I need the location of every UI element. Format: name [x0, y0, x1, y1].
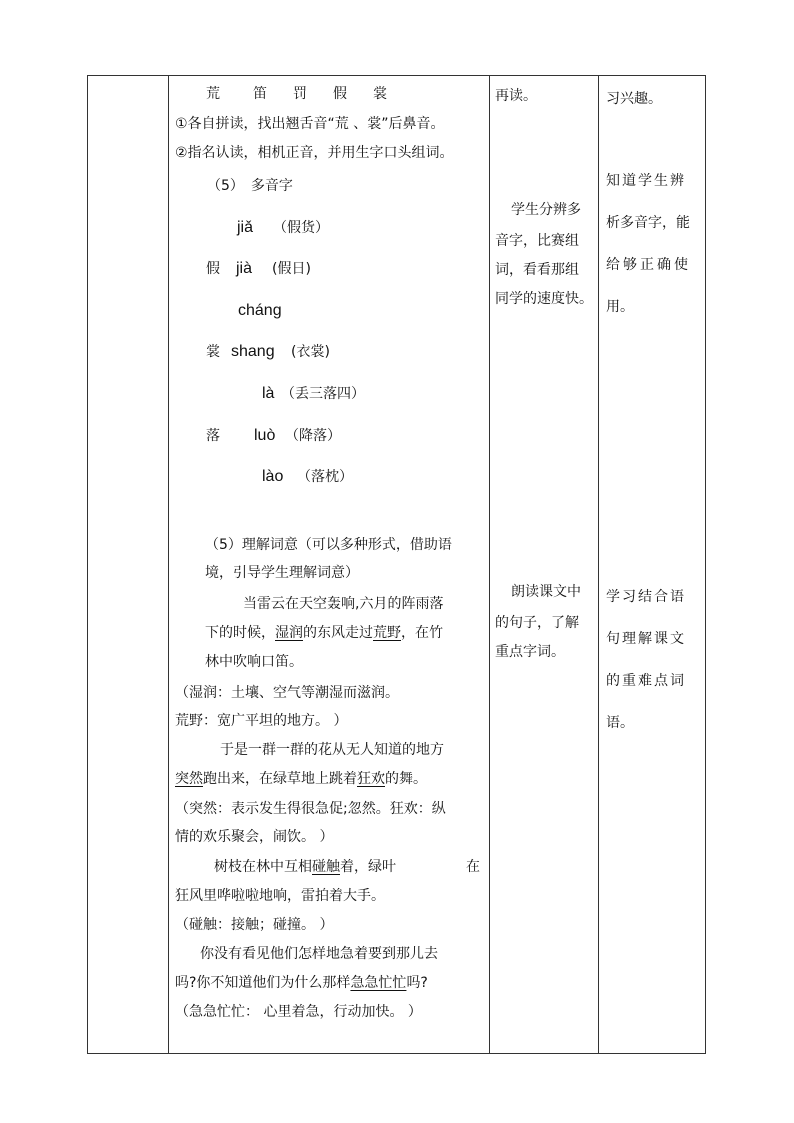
- word-note: （湿润：土壤、空气等潮湿而滋润。: [175, 685, 399, 701]
- text-line: 于是一群一群的花从无人知道的地方: [220, 742, 444, 758]
- text-line: 下的时候，湿润的东风走过荒野，在竹: [205, 625, 443, 641]
- text-line: 树枝在林中互相碰触着，绿叶: [214, 859, 396, 875]
- pinyin: jià: [236, 260, 253, 277]
- text-line: 狂风里哗啦啦地响，雷拍着大手。: [175, 888, 385, 904]
- purpose-text: 析多音字，能: [606, 215, 690, 231]
- activity-text: 再读。: [495, 88, 537, 104]
- example-word: (衣裳): [291, 344, 330, 360]
- new-char: 笛: [253, 86, 267, 102]
- word-note: （突然：表示发生得很急促;忽然。狂欢：纵: [175, 801, 446, 817]
- column-divider: [598, 76, 599, 1053]
- example-word: （落枕）: [297, 469, 353, 485]
- key-word: 碰触: [312, 859, 340, 875]
- key-word: 狂欢: [357, 771, 385, 787]
- purpose-text: 知道学生辨: [606, 173, 686, 189]
- example-word: （假货）: [273, 220, 329, 236]
- purpose-text: 的重难点词: [606, 673, 686, 689]
- example-word: （降落）: [285, 428, 341, 444]
- key-word: 急急忙忙: [350, 975, 407, 991]
- new-char: 罚: [293, 86, 307, 102]
- activity-text: 的句子，了解: [495, 615, 579, 631]
- text-line: 当雷云在天空轰响,六月的阵雨落: [243, 596, 444, 612]
- text-line: 在: [466, 859, 480, 875]
- purpose-text: 给够正确使: [606, 257, 691, 273]
- purpose-text: 学习结合语: [606, 589, 686, 605]
- text-line: 吗?你不知道他们为什么那样急急忙忙吗?: [175, 975, 428, 991]
- column-divider: [489, 76, 490, 1053]
- text-line: 突然跑出来，在绿草地上跳着狂欢的舞。: [175, 771, 427, 787]
- pinyin: cháng: [238, 302, 282, 319]
- key-word: 荒野: [373, 625, 401, 641]
- activity-text: 同学的速度快。: [495, 291, 593, 307]
- step-text: ②指名认读，相机正音，并用生字口头组词。: [175, 145, 454, 161]
- polyphone-char: 裳: [206, 344, 220, 360]
- pinyin: luò: [254, 427, 276, 444]
- section-title: （5）理解词意（可以多种形式，借助语: [205, 537, 452, 553]
- example-word: （丢三落四）: [281, 386, 365, 402]
- activity-text: 音字，比赛组: [495, 233, 579, 249]
- pinyin: là: [262, 385, 275, 402]
- pinyin: lào: [262, 468, 284, 485]
- new-char: 假: [333, 86, 347, 102]
- word-note: （碰触：接触；碰撞。 ）: [175, 917, 334, 933]
- step-text: ①各自拼读，找出翘舌音“荒 、裳”后鼻音。: [175, 116, 445, 132]
- activity-text: 朗读课文中: [511, 584, 581, 600]
- text-line: 林中吹响口笛。: [205, 654, 303, 670]
- word-note: 情的欢乐聚会，闹饮。 ）: [175, 829, 334, 845]
- key-word: 突然: [175, 771, 203, 787]
- purpose-text: 句理解课文: [606, 631, 686, 647]
- section-title: 境，引导学生理解词意）: [205, 565, 359, 581]
- purpose-text: 语。: [606, 715, 634, 731]
- purpose-text: 习兴趣。: [606, 91, 662, 107]
- text-line: 你没有看见他们怎样地急着要到那儿去: [200, 946, 438, 962]
- new-char: 裳: [373, 86, 387, 102]
- word-note: （急急忙忙： 心里着急，行动加快。 ）: [175, 1004, 422, 1020]
- pinyin: shang: [231, 343, 275, 360]
- activity-text: 词，看看那组: [495, 262, 579, 278]
- purpose-text: 用。: [606, 299, 634, 315]
- activity-text: 重点字词。: [495, 644, 565, 660]
- example-word: (假日): [272, 261, 311, 277]
- key-word: 湿润: [275, 625, 303, 641]
- word-note: 荒野：宽广平坦的地方。 ）: [175, 713, 348, 729]
- new-char: 荒: [206, 86, 220, 102]
- polyphone-char: 假: [206, 261, 220, 277]
- activity-text: 学生分辨多: [511, 202, 581, 218]
- pinyin: jiǎ: [237, 219, 254, 236]
- column-divider: [168, 76, 169, 1053]
- polyphone-char: 落: [206, 428, 220, 444]
- section-title: （5） 多音字: [207, 178, 293, 194]
